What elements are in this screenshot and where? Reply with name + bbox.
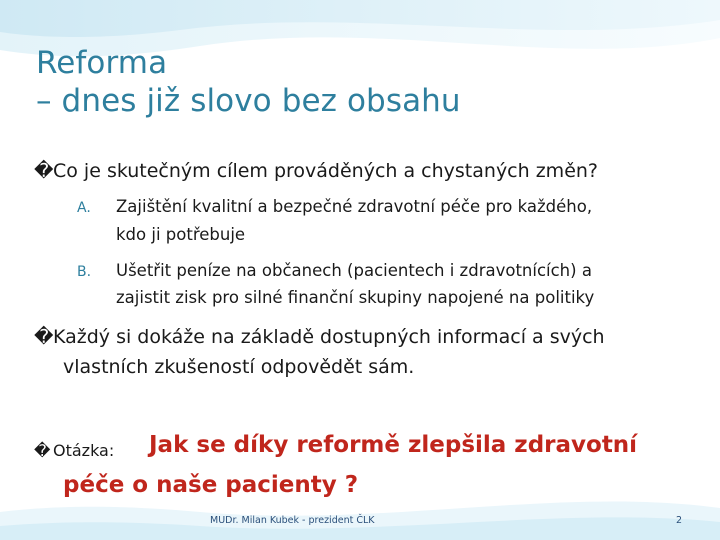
- option-a-line-2: kdo ji potřebuje: [116, 225, 246, 244]
- bullet-icon: �: [34, 326, 54, 348]
- statement-line-1: Každý si dokáže na základě dostupných informací a svých: [53, 326, 605, 348]
- page-number: 2: [676, 515, 683, 526]
- question-label: Otázka:: [53, 441, 115, 460]
- option-b-line-2: zajistit zisk pro silné finanční skupiny napojené na politiky: [116, 288, 595, 307]
- question-text-line-1: Jak se díky reformě zlepšila zdravotní: [149, 432, 638, 458]
- statement-line-2: vlastních zkušeností odpovědět sám.: [63, 356, 415, 378]
- option-b-line-1: Ušetřit peníze na občanech (pacientech i zdravotnících) a: [116, 261, 592, 280]
- bullet-icon: �: [34, 160, 54, 182]
- bullet-icon: �: [34, 441, 51, 460]
- option-a-line-1: Zajištění kvalitní a bezpečné zdravotní péče pro každého,: [116, 197, 593, 216]
- question-text-line-2: péče o naše pacienty ?: [63, 472, 359, 498]
- title-line-1: Reforma: [36, 45, 168, 81]
- option-a-marker: A.: [77, 200, 91, 216]
- question-main: Co je skutečným cílem prováděných a chystaných změn?: [53, 160, 599, 182]
- option-b-marker: B.: [77, 264, 92, 280]
- footer-author: MUDr. Milan Kubek - prezident ČLK: [210, 515, 375, 526]
- title-line-2: – dnes již slovo bez obsahu: [36, 83, 461, 119]
- slide-title: [36, 44, 696, 120]
